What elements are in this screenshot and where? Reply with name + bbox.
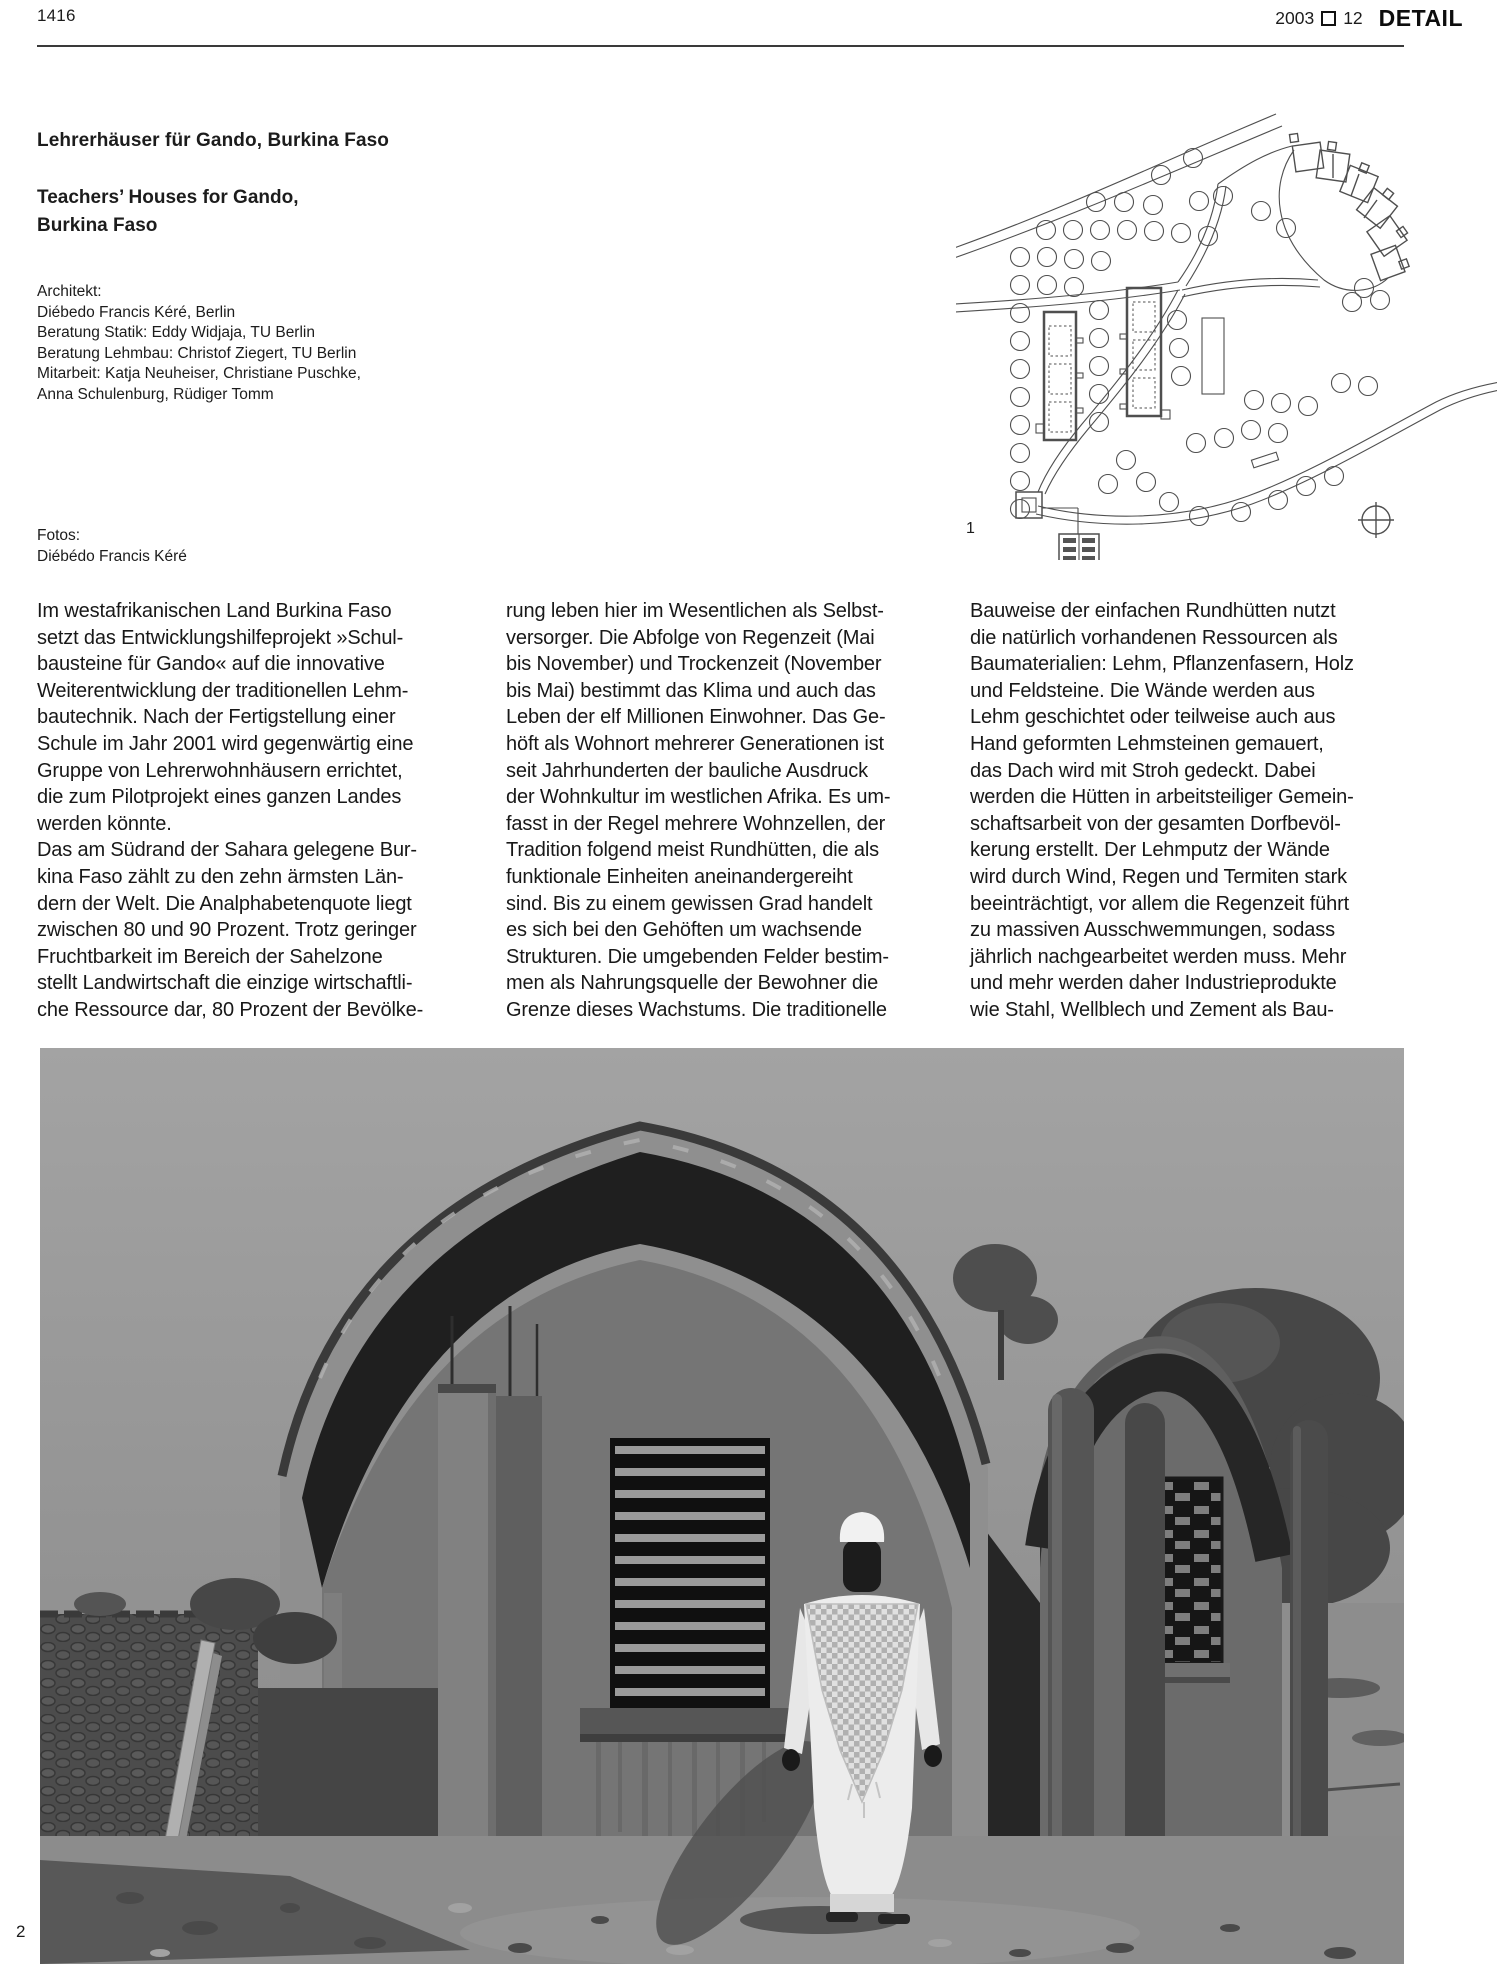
credit-line: Diébedo Francis Kéré, Berlin [37,303,236,321]
body-text-line: und Feldsteine. Die Wände werden aus [970,679,1315,702]
body-text-line: Strukturen. Die umgebenden Felder bestim- [506,945,889,968]
credit-line: Beratung Lehmbau: Christof Ziegert, TU Berlin [37,344,357,362]
credit-line: Anna Schulenburg, Rüdiger Tomm [37,385,274,403]
issue-separator-square-icon [1321,11,1336,26]
body-text-line: Fruchtbarkeit im Bereich der Sahelzone [37,945,383,968]
body-text-line: schaftsarbeit von der gesamten Dorfbevöl- [970,812,1341,835]
body-text-line: Weiterentwicklung der traditionellen Lehm- [37,679,409,702]
construction-site-photograph [40,1048,1404,1964]
site-plan-teachers-houses [1279,133,1409,290]
page-number: 1416 [37,6,76,25]
body-column-2 [506,598,946,1024]
body-text-line: die zum Pilotprojekt eines ganzen Landes [37,786,402,809]
issue-number: 12 [1343,8,1363,28]
body-column-3 [970,598,1410,1024]
credits-block [37,282,361,405]
body-text-line: kina Faso zählt zu den zehn ärmsten Län- [37,865,404,888]
photo-figure-label: 2 [16,1922,26,1941]
body-text-line: funktionale Einheiten aneinandergereiht [506,865,853,888]
body-text-line: sind. Bis zu einem gewissen Grad handelt [506,892,873,915]
credit-line: Architekt: [37,283,102,300]
body-text-line: Bauweise der einfachen Rundhütten nutzt [970,600,1336,622]
body-text-line: stellt Landwirtschaft die einzige wirtschaftli- [37,972,413,995]
article-title-german: Lehrerhäuser für Gando, Burkina Faso [37,130,390,151]
body-text-line: che Ressource dar, 80 Prozent der Bevölke- [37,998,424,1021]
title-en-line1: Teachers’ Houses for Gando, [37,187,299,208]
body-text-line: das Dach wird mit Stroh gedeckt. Dabei [970,759,1316,782]
body-text-line: die natürlich vorhandenen Ressourcen als [970,626,1338,649]
body-text-line: werden die Hütten in arbeitsteiliger Gemein- [970,786,1354,809]
body-text-line: Grenze dieses Wachstums. Die traditionelle [506,998,887,1021]
body-text-line: es sich bei den Gehöften um wachsende [506,919,862,942]
magazine-logo: DETAIL [1378,5,1463,31]
site-plan-trees [1011,149,1390,526]
body-text-line: rung leben hier im Wesentlichen als Selbst- [506,600,884,622]
body-text-line: der Wohnkultur im westlichen Afrika. Es um- [506,786,891,809]
body-text-line: Baumaterialien: Lehm, Pflanzenfasern, Holz [970,653,1354,676]
body-text-line: zwischen 80 und 90 Prozent. Trotz geringer [37,919,417,942]
body-text-line: Gruppe von Lehrerwohnhäusern errichtet, [37,759,403,782]
title-en-line2: Burkina Faso [37,215,158,236]
body-text-line: versorger. Die Abfolge von Regenzeit (Mai [506,626,875,649]
body-text-line: Leben der elf Millionen Einwohner. Das Ge- [506,706,886,729]
header-rule [37,45,1404,47]
credit-line: Mitarbeit: Katja Neuheiser, Christiane Puschke, [37,365,361,382]
body-text-line: Hand geformten Lehmsteinen gemauert, [970,732,1324,755]
body-text-line: wie Stahl, Wellblech und Zement als Bau- [970,998,1334,1021]
body-text-line: setzt das Entwicklungshilfeprojekt »Schul- [37,626,404,649]
body-text-line: bis Mai) bestimmt das Klima und auch das [506,679,876,702]
body-text-line: und mehr werden daher Industrieprodukte [970,972,1337,995]
header-right [1275,5,1463,32]
body-text-line: men als Nahrungsquelle der Bewohner die [506,972,879,995]
body-text-line: jährlich nachgearbeitet werden muss. Mehr [970,945,1347,968]
body-text-line: Das am Südrand der Sahara gelegene Bur- [37,839,417,862]
body-text-line: bautechnik. Nach der Fertigstellung einer [37,706,396,729]
body-text-line: bis November) und Trockenzeit (November [506,653,882,676]
photo-credit-label: Fotos: [37,527,81,544]
body-text-line: kerung erstellt. Der Lehmputz der Wände [970,839,1330,862]
credit-line: Beratung Statik: Eddy Widjaja, TU Berlin [37,324,315,341]
body-text-line: beeinträchtigt, vor allem die Regenzeit führt [970,892,1350,915]
body-text-line: Lehm geschichtet oder teilweise auch aus [970,706,1336,729]
body-text-line: wird durch Wind, Regen und Termiten stark [970,865,1347,888]
site-plan-roads [956,114,1497,524]
body-text-line: werden könnte. [37,812,172,835]
site-plan-figure-label: 1 [966,520,975,537]
north-arrow-icon [1358,502,1394,538]
body-text-line: Tradition folgend meist Rundhütten, die als [506,839,880,862]
body-text-line: seit Jahrhunderten der bauliche Ausdruck [506,759,869,782]
body-text-line: zu massiven Ausschwemmungen, sodass [970,919,1335,942]
photo-credit-block [37,526,187,567]
site-plan-drawing [956,88,1497,560]
body-text-line: Schule im Jahr 2001 wird gegenwärtig eine [37,732,414,755]
article-title-english [37,184,299,240]
body-text-line: Im westafrikanischen Land Burkina Faso [37,600,392,622]
body-text-line: bausteine für Gando« auf die innovative [37,653,385,676]
body-text-line: höft als Wohnort mehrerer Generationen ist [506,732,884,755]
body-text-line: fasst in der Regel mehrere Wohnzellen, der [506,812,886,835]
site-plan-bench [1251,452,1278,468]
photo-credit-name: Diébédo Francis Kéré [37,547,187,565]
issue-year: 2003 [1275,8,1315,28]
body-text-line: dern der Welt. Die Analphabetenquote liegt [37,892,412,915]
body-column-1 [37,598,477,1024]
